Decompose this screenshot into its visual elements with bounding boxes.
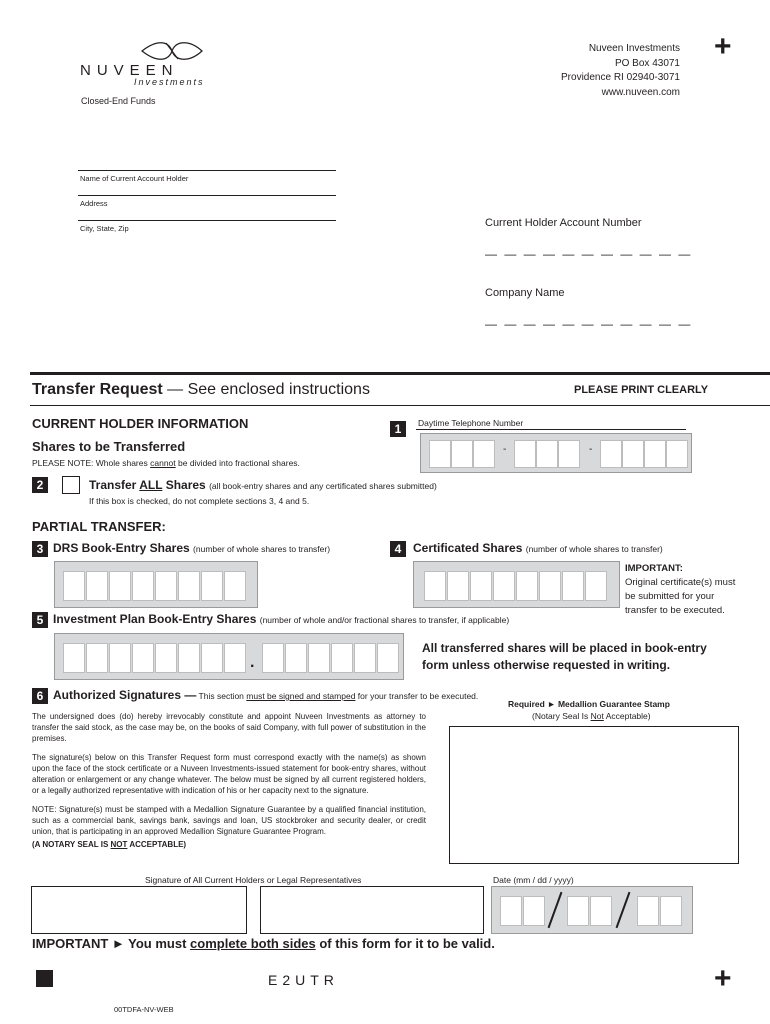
warning-text: IMPORTANT ► You must <box>32 936 191 951</box>
address-line: PO Box 43071 <box>614 57 680 69</box>
notary-text: (A NOTARY SEAL IS <box>32 840 111 849</box>
plan-shares-input[interactable] <box>54 633 404 680</box>
stamp-note-underlined: Not <box>590 711 604 721</box>
signatures-heading: Authorized Signatures — <box>53 688 197 702</box>
account-number-field[interactable]: — — — — — — — — — — — <box>485 247 693 261</box>
account-number-label: Current Holder Account Number <box>485 217 642 229</box>
mailing-address <box>561 42 680 100</box>
cert-label-row <box>413 541 663 555</box>
registration-mark-icon: + <box>714 30 732 63</box>
drs-note: (number of whole shares to transfer) <box>193 544 331 554</box>
current-holder-heading: CURRENT HOLDER INFORMATION <box>32 416 249 431</box>
whole-shares-note <box>32 458 300 468</box>
section-number-2: 2 <box>32 477 48 493</box>
divider <box>30 372 770 375</box>
company-name-label: Company Name <box>485 287 565 299</box>
phone-input[interactable] <box>420 433 692 473</box>
notary-not-acceptable <box>32 839 186 850</box>
cert-shares-input[interactable] <box>413 561 620 608</box>
transfer-all-text: Transfer <box>89 478 140 492</box>
plan-label: Investment Plan Book-Entry Shares <box>53 612 257 626</box>
transfer-all-label <box>89 478 437 492</box>
important-certificate-note <box>625 562 735 618</box>
both-sides-warning <box>32 936 495 951</box>
stamp-required-label: Required ► Medallion Guarantee Stamp <box>508 699 670 709</box>
print-clearly-note: PLEASE PRINT CLEARLY <box>574 384 709 396</box>
note-text: be divided into fractional shares. <box>175 458 300 468</box>
plan-note: (number of whole and/or fractional shares to transfer, if applicable) <box>259 615 510 625</box>
division-name: Closed-End Funds <box>81 96 156 106</box>
warning-text: of this form for it to be valid. <box>315 936 495 951</box>
signature-box-2[interactable] <box>260 886 484 934</box>
date-slash-icon <box>548 892 563 928</box>
address-line: Nuveen Investments <box>588 43 680 54</box>
drs-shares-input[interactable] <box>54 561 258 608</box>
notary-underlined: NOT <box>110 840 128 849</box>
date-input[interactable] <box>491 886 693 934</box>
registration-mark-icon: + <box>714 962 732 995</box>
signature-caption: Signature of All Current Holders or Legal Representatives <box>145 875 362 885</box>
company-logo-sub: Investments <box>134 77 205 87</box>
signature-match-paragraph: The signature(s) below on this Transfer Request form must correspond exactly with the name(s) as shown upon the face of the stock certificate or a Nuveen Investments-issued statement for book-entry shares, without alteration or enlargement or any change whatever. The below must be signed by all current registered holders, or a legally authorized representative with indication of his or her capacity next to the signature. <box>32 753 426 795</box>
book-entry-note <box>422 640 707 674</box>
section-number-3: 3 <box>32 541 48 557</box>
transfer-all-sub: If this box is checked, do not complete sections 3, 4 and 5. <box>89 496 310 506</box>
signatures-note: for your transfer to be executed. <box>355 691 479 701</box>
registration-square-icon <box>36 970 53 987</box>
attorney-paragraph: The undersigned does (do) hereby irrevocably constitute and appoint Nuveen Investments as attorney to transfer the said stock, as the case may be, on the books of said Company, with full power of substitution in the premises. <box>32 712 426 743</box>
transfer-all-checkbox[interactable] <box>62 476 80 494</box>
phone-separator: - <box>589 444 593 455</box>
stamp-note-text: Acceptable) <box>603 711 651 721</box>
section-number-1: 1 <box>390 421 406 437</box>
important-label: IMPORTANT: <box>625 563 683 574</box>
transfer-all-note: (all book-entry shares and any certificated shares submitted) <box>209 481 437 491</box>
title-rest: — See enclosed instructions <box>162 381 370 398</box>
title-bold: Transfer Request <box>32 381 163 398</box>
divider <box>30 405 770 406</box>
name-line[interactable] <box>78 170 336 171</box>
address-line: Providence RI 02940-3071 <box>561 72 680 83</box>
transfer-all-text: Shares <box>162 478 206 492</box>
phone-label: Daytime Telephone Number <box>418 418 524 428</box>
signatures-note-underlined: must be signed and stamped <box>246 691 356 701</box>
section-number-5: 5 <box>32 612 48 628</box>
drs-label: DRS Book-Entry Shares <box>53 541 190 555</box>
divider <box>416 429 686 430</box>
document-code: 00TDFA-NV-WEB <box>114 1005 174 1014</box>
important-text: be submitted for your <box>625 591 715 602</box>
drs-label-row <box>53 541 330 555</box>
notary-text: ACCEPTABLE) <box>127 840 187 849</box>
stamp-note-text: (Notary Seal Is <box>532 711 591 721</box>
city-label: City, State, Zip <box>80 224 129 233</box>
book-entry-line: form unless otherwise requested in writing. <box>422 658 671 672</box>
section-number-4: 4 <box>390 541 406 557</box>
plan-label-row <box>53 612 509 626</box>
important-text: transfer to be executed. <box>625 605 725 616</box>
stamp-note <box>532 711 651 721</box>
date-caption: Date (mm / dd / yyyy) <box>493 875 574 885</box>
warning-underlined: complete both sides <box>190 936 316 951</box>
page-title <box>32 381 370 399</box>
signatures-heading-row <box>53 688 478 702</box>
note-text: PLEASE NOTE: Whole shares <box>32 458 151 468</box>
date-slash-icon <box>616 892 631 928</box>
nuveen-logo-icon <box>138 40 206 62</box>
address-label: Address <box>80 199 108 208</box>
medallion-stamp-area[interactable] <box>449 726 739 864</box>
note-underlined: cannot <box>150 458 176 468</box>
section-number-6: 6 <box>32 688 48 704</box>
signature-box-1[interactable] <box>31 886 247 934</box>
shares-heading: Shares to be Transferred <box>32 439 186 454</box>
company-logo-text: NUVEEN <box>80 62 179 79</box>
partial-transfer-heading: PARTIAL TRANSFER: <box>32 519 166 534</box>
transfer-all-underlined: ALL <box>139 478 163 492</box>
name-label: Name of Current Account Holder <box>80 174 189 183</box>
important-text: Original certificate(s) must <box>625 577 736 588</box>
signatures-note: This section <box>196 691 247 701</box>
form-code: E2UTR <box>268 972 339 988</box>
phone-separator: - <box>503 444 507 455</box>
decimal-point: . <box>250 654 255 671</box>
cert-label: Certificated Shares <box>413 541 523 555</box>
address-line: www.nuveen.com <box>601 86 680 98</box>
cert-note: (number of whole shares to transfer) <box>525 544 663 554</box>
medallion-note-paragraph: NOTE: Signature(s) must be stamped with a Medallion Signature Guarantee by a qualified financial institution, such as a commercial bank, savings bank, savings and loan, US stockbroker and security dealer, or credit union, that is participating in an approved Medallion Signature Guarantee Program. <box>32 805 426 836</box>
book-entry-line: All transferred shares will be placed in book-entry <box>422 641 707 655</box>
company-name-field[interactable]: — — — — — — — — — — — <box>485 317 693 331</box>
city-line[interactable] <box>78 220 336 221</box>
address-line-field[interactable] <box>78 195 336 196</box>
